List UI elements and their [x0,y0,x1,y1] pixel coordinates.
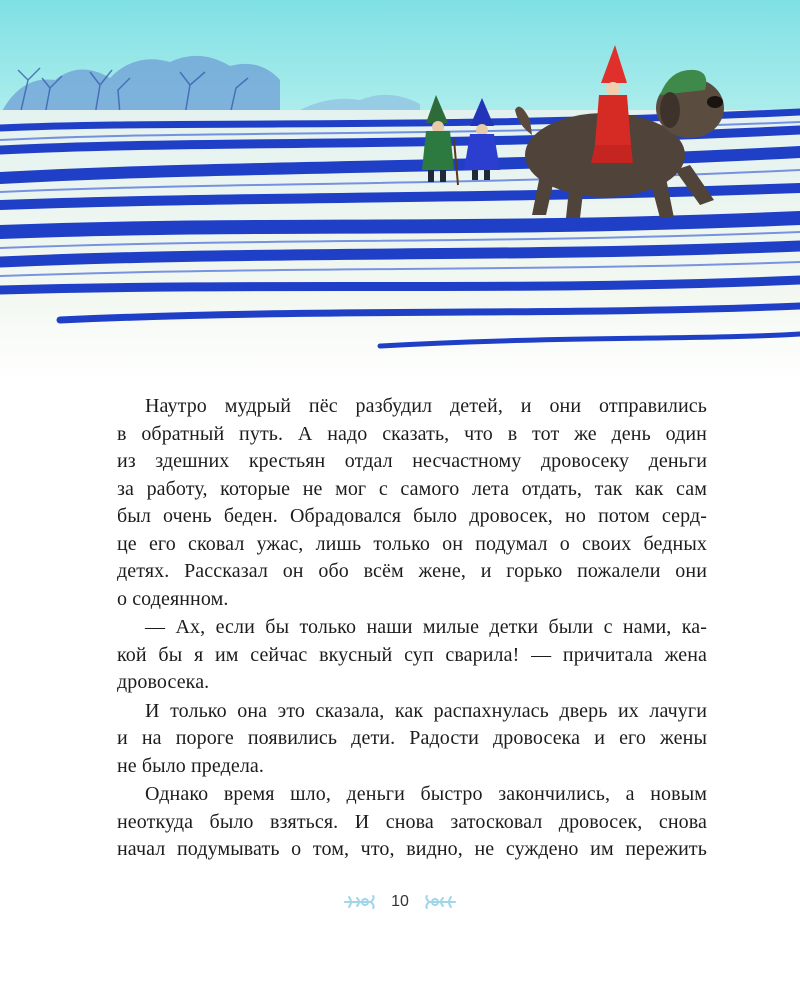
page-number: 10 [391,893,409,910]
paragraph-2 [117,614,707,697]
paragraph-1 [117,393,707,613]
text-line: был очень беден. Обрадовался было дровосек, но потом серд- [117,505,707,527]
text-line: кой бы я им сейчас вкусный суп сварила! — причитала жена [117,643,707,666]
text-line: неоткуда было взяться. И снова затосковал дровосек, снова [117,810,707,833]
winter-illustration [0,0,800,380]
story-text [117,393,707,864]
paragraph-3 [117,698,707,781]
page-footer [0,893,800,911]
text-line: о содеянном. [117,587,229,610]
text-line: Наутро мудрый пёс разбудил детей, и они отправились [145,395,707,417]
text-line: начал подумывать о том, что, видно, не суждено им пережить [117,838,707,860]
text-line: и на пороге появились дети. Радости дровосека и его жены [117,727,707,749]
text-line: из здешних крестьян отдал несчастному дровосеку деньги [117,450,707,472]
text-line: в обратный путь. А надо сказать, что в тот же день один [117,422,707,445]
text-line: И только она это сказала, как распахнулась дверь их лачуги [145,699,707,722]
paragraph-4 [117,781,707,864]
left-ornament-icon [343,894,377,910]
text-line: детях. Рассказал он обо всём жене, и горько пожалели они [117,560,707,582]
text-line: дровосека. [117,671,210,693]
text-line: за работу, которые не мог с самого лета отдать, так как сам [117,477,707,500]
text-line: Однако время шло, деньги быстро закончились, а новым [145,783,707,805]
right-ornament-icon [423,894,457,910]
text-line: — Ах, если бы только наши милые детки были с нами, ка- [145,616,707,638]
text-line: не было предела. [117,754,265,777]
text-line: це его сковал ужас, лишь только он подумал о своих бедных [117,532,707,555]
